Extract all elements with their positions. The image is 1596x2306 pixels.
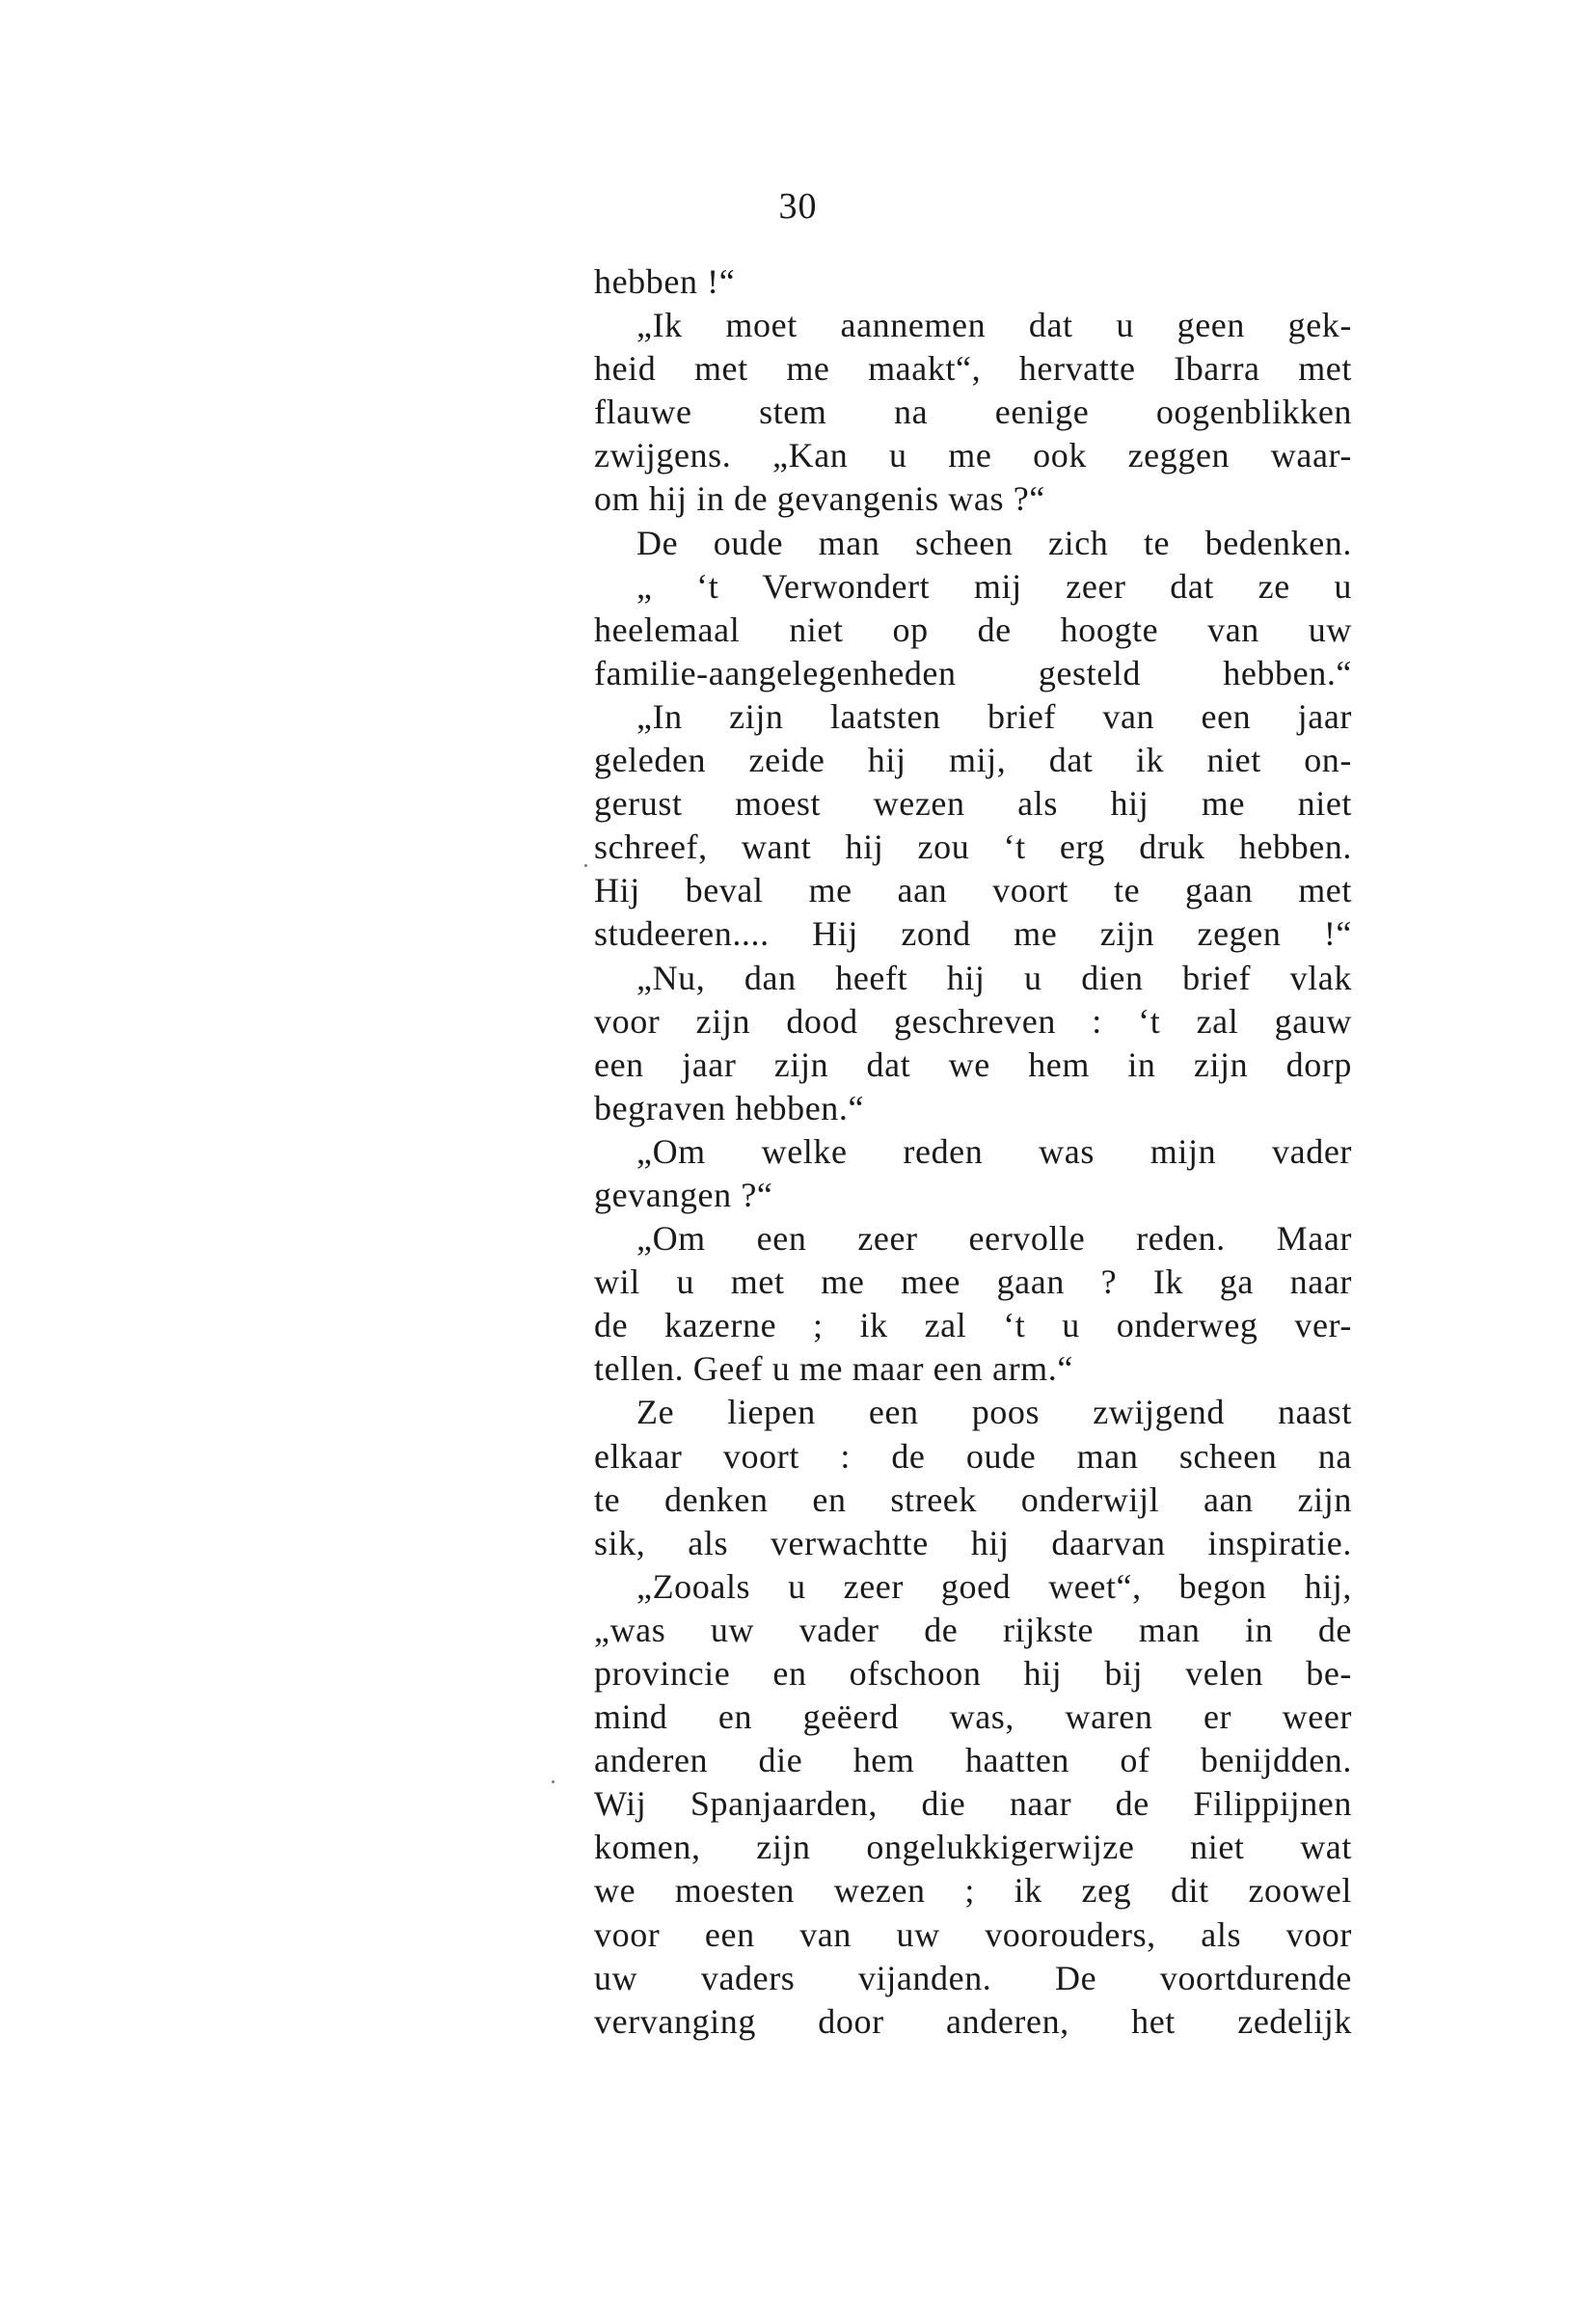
text-line: Wij Spanjaarden, die naar de Filippijnen [594,1784,1352,1824]
text-line: we moesten wezen ; ik zeg dit zoowel [594,1871,1352,1911]
text-line: zwijgens. „Kan u me ook zeggen waar- [594,436,1352,475]
text-line: de kazerne ; ik zal ‘t u onderweg ver- [594,1306,1352,1345]
text-line: studeeren.... Hij zond me zijn zegen !“ [594,914,1352,954]
body-text [594,260,1352,2044]
text-line: mind en geëerd was, waren er weer [594,1697,1352,1737]
text-line: een jaar zijn dat we hem in zijn dorp [594,1044,1352,1084]
text-line: gevangen ?“ [594,1175,773,1214]
text-line: heelemaal niet op de hoogte van uw [594,610,1352,649]
text-line: begraven hebben.“ [594,1088,865,1127]
text-line: sik, als verwachtte hij daarvan inspiratie. [594,1523,1352,1562]
page-number: 30 [778,186,818,227]
text-line: gerust moest wezen als hij me niet [594,784,1352,824]
text-line: familie-aangelegenheden gesteld hebben.“ [594,653,1352,692]
text-line: „Om welke reden was mijn vader [636,1131,1352,1171]
text-line: om hij in de gevangenis was ?“ [594,479,1045,519]
text-line: heid met me maakt“, hervatte Ibarra met [594,349,1352,389]
text-line: provincie en ofschoon hij bij velen be- [594,1654,1352,1693]
text-line: vervanging door anderen, het zedelijk [594,2001,1352,2041]
text-line: schreef, want hij zou ‘t erg druk hebben. [594,827,1352,867]
text-line: „ ‘t Verwondert mij zeer dat ze u [636,566,1352,606]
text-line: voor een van uw voorouders, als voor [594,1914,1352,1954]
text-line: hebben !“ [594,262,736,301]
text-line: te denken en streek onderwijl aan zijn [594,1479,1352,1519]
text-line: flauwe stem na eenige oogenblikken [594,393,1352,432]
text-line: „Zooals u zeer goed weet“, begon hij, [636,1566,1352,1606]
scan-speck [584,864,587,867]
text-line: Ze liepen een poos zwijgend naast [636,1393,1352,1432]
text-line: elkaar voort : de oude man scheen na [594,1436,1352,1476]
text-line: tellen. Geef u me maar een arm.“ [594,1349,1073,1389]
text-line: komen, zijn ongelukkigerwijze niet wat [594,1828,1352,1867]
text-line: geleden zeide hij mij, dat ik niet on- [594,741,1352,780]
text-line: wil u met me mee gaan ? Ik ga naar [594,1262,1352,1302]
text-line: „was uw vader de rijkste man in de [594,1610,1352,1649]
text-line: anderen die hem haatten of benijdden. [594,1741,1352,1780]
text-line: „Om een zeer eervolle reden. Maar [636,1219,1352,1259]
text-line: „In zijn laatsten brief van een jaar [636,696,1352,736]
text-line: uw vaders vijanden. De voortdurende [594,1958,1352,1997]
text-line: Hij beval me aan voort te gaan met [594,871,1352,910]
scan-speck [552,1780,555,1783]
text-line: „Nu, dan heeft hij u dien brief vlak [636,958,1352,997]
text-line: „Ik moet aannemen dat u geen gek- [636,306,1352,345]
text-line: voor zijn dood geschreven : ‘t zal gauw [594,1001,1352,1041]
text-line: De oude man scheen zich te bedenken. [636,523,1352,562]
